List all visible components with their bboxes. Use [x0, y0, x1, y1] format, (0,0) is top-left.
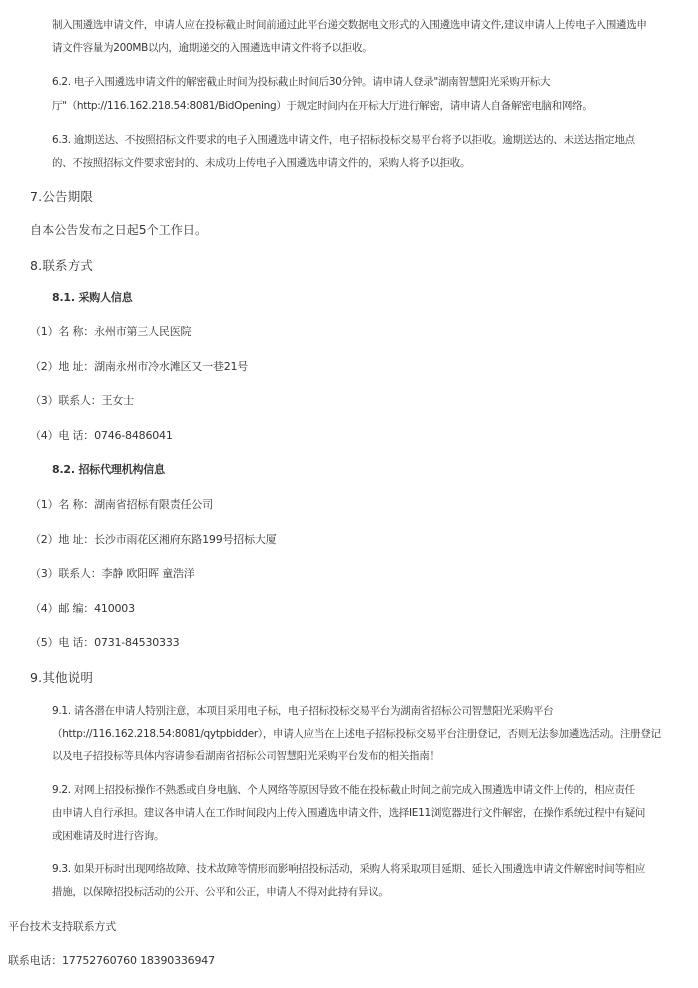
agency-phone: （5）电 话：0731-84530333: [30, 636, 180, 649]
purchaser-info-heading: 8.1. 采购人信息: [52, 291, 133, 304]
section-7-heading: 7.公告期限: [30, 189, 94, 204]
paragraph-6-1-line: 制入围遴选申请文件，申请人应在投标截止时间前通过此平台递交数据电文形式的入围遴选申请文件,建议申请人上传电子入围遴选申: [52, 19, 647, 31]
agency-info-heading: 8.2. 招标代理机构信息: [52, 463, 165, 476]
agency-name: （1）名 称：湖南省招标有限责任公司: [30, 498, 213, 511]
paragraph-9-1-line: 9.1. 请各潜在申请人特别注意，本项目采用电子标，电子招标投标交易平台为湖南省招标公司智慧阳光采购平台: [52, 705, 554, 717]
agency-contacts: （3）联系人：李静 欧阳晖 童浩洋: [30, 567, 195, 580]
purchaser-phone: （4）电 话：0746-8486041: [30, 429, 173, 442]
paragraph-6-2-line: 6.2. 电子入围遴选申请文件的解密截止时间为投标截止时间后30分钟。请申请人登录"湖南智慧阳光采购开标大: [52, 76, 551, 88]
section-7-body: 自本公告发布之日起5个工作日。: [30, 223, 208, 237]
paragraph-6-1-line: 请文件容量为200MB以内，逾期递交的入围遴选申请文件将予以拒收。: [52, 42, 373, 54]
paragraph-9-1-line: 以及电子招投标等具体内容请参看湖南省招标公司智慧阳光采购平台发布的相关指南！: [52, 750, 440, 762]
purchaser-address: （2）地 址：湖南永州市冷水滩区又一巷21号: [30, 360, 249, 373]
paragraph-9-3-line: 9.3. 如果开标时出现网络故障、技术故障等情形而影响招投标活动，采购人将采取项目延期、延长入围遴选申请文件解密时间等相应: [52, 863, 646, 875]
paragraph-6-2-line: 厅"（http://116.162.218.54:8081/BidOpening）于规定时间内在开标大厅进行解密，请申请人自备解密电脑和网络。: [52, 100, 593, 112]
paragraph-6-3-line: 6.3. 逾期送达、不按照招标文件要求的电子入围遴选申请文件，电子招标投标交易平台将予以拒收。逾期送达的、未送达指定地点: [52, 134, 635, 146]
support-contact-phone: 联系电话：17752760760 18390336947: [8, 954, 215, 967]
purchaser-name: （1）名 称：永州市第三人民医院: [30, 325, 192, 338]
paragraph-9-2-line: 9.2. 对网上招投标操作不熟悉或自身电脑、个人网络等原因导致不能在投标截止时间之前完成入围遴选申请文件上传的，相应责任: [52, 784, 635, 796]
support-contact-title: 平台技术支持联系方式: [8, 920, 116, 933]
agency-postcode: （4）邮 编：410003: [30, 602, 135, 615]
paragraph-9-3-line: 措施，以保障招投标活动的公开、公平和公正，申请人不得对此持有异议。: [52, 886, 389, 898]
paragraph-9-1-line: （http://116.162.218.54:8081/qytpbidder），申请人应当在上述电子招标投标交易平台注册登记，否则无法参加遴选活动。注册登记: [52, 728, 661, 740]
purchaser-contact: （3）联系人：王女士: [30, 394, 134, 407]
paragraph-6-3-line: 的、不按照招标文件要求密封的、未成功上传电子入围遴选申请文件的，采购人将予以拒收。: [52, 157, 471, 169]
paragraph-9-2-line: 由申请人自行承担。建议各申请人在工作时间段内上传入围遴选申请文件，选择IE11浏览器进行文件解密，在操作系统过程中有疑问: [52, 807, 646, 819]
section-8-heading: 8.联系方式: [30, 258, 94, 273]
agency-address: （2）地 址：长沙市雨花区湘府东路199号招标大厦: [30, 533, 277, 546]
section-9-heading: 9.其他说明: [30, 670, 94, 685]
paragraph-9-2-line: 或困难请及时进行咨询。: [52, 830, 165, 842]
